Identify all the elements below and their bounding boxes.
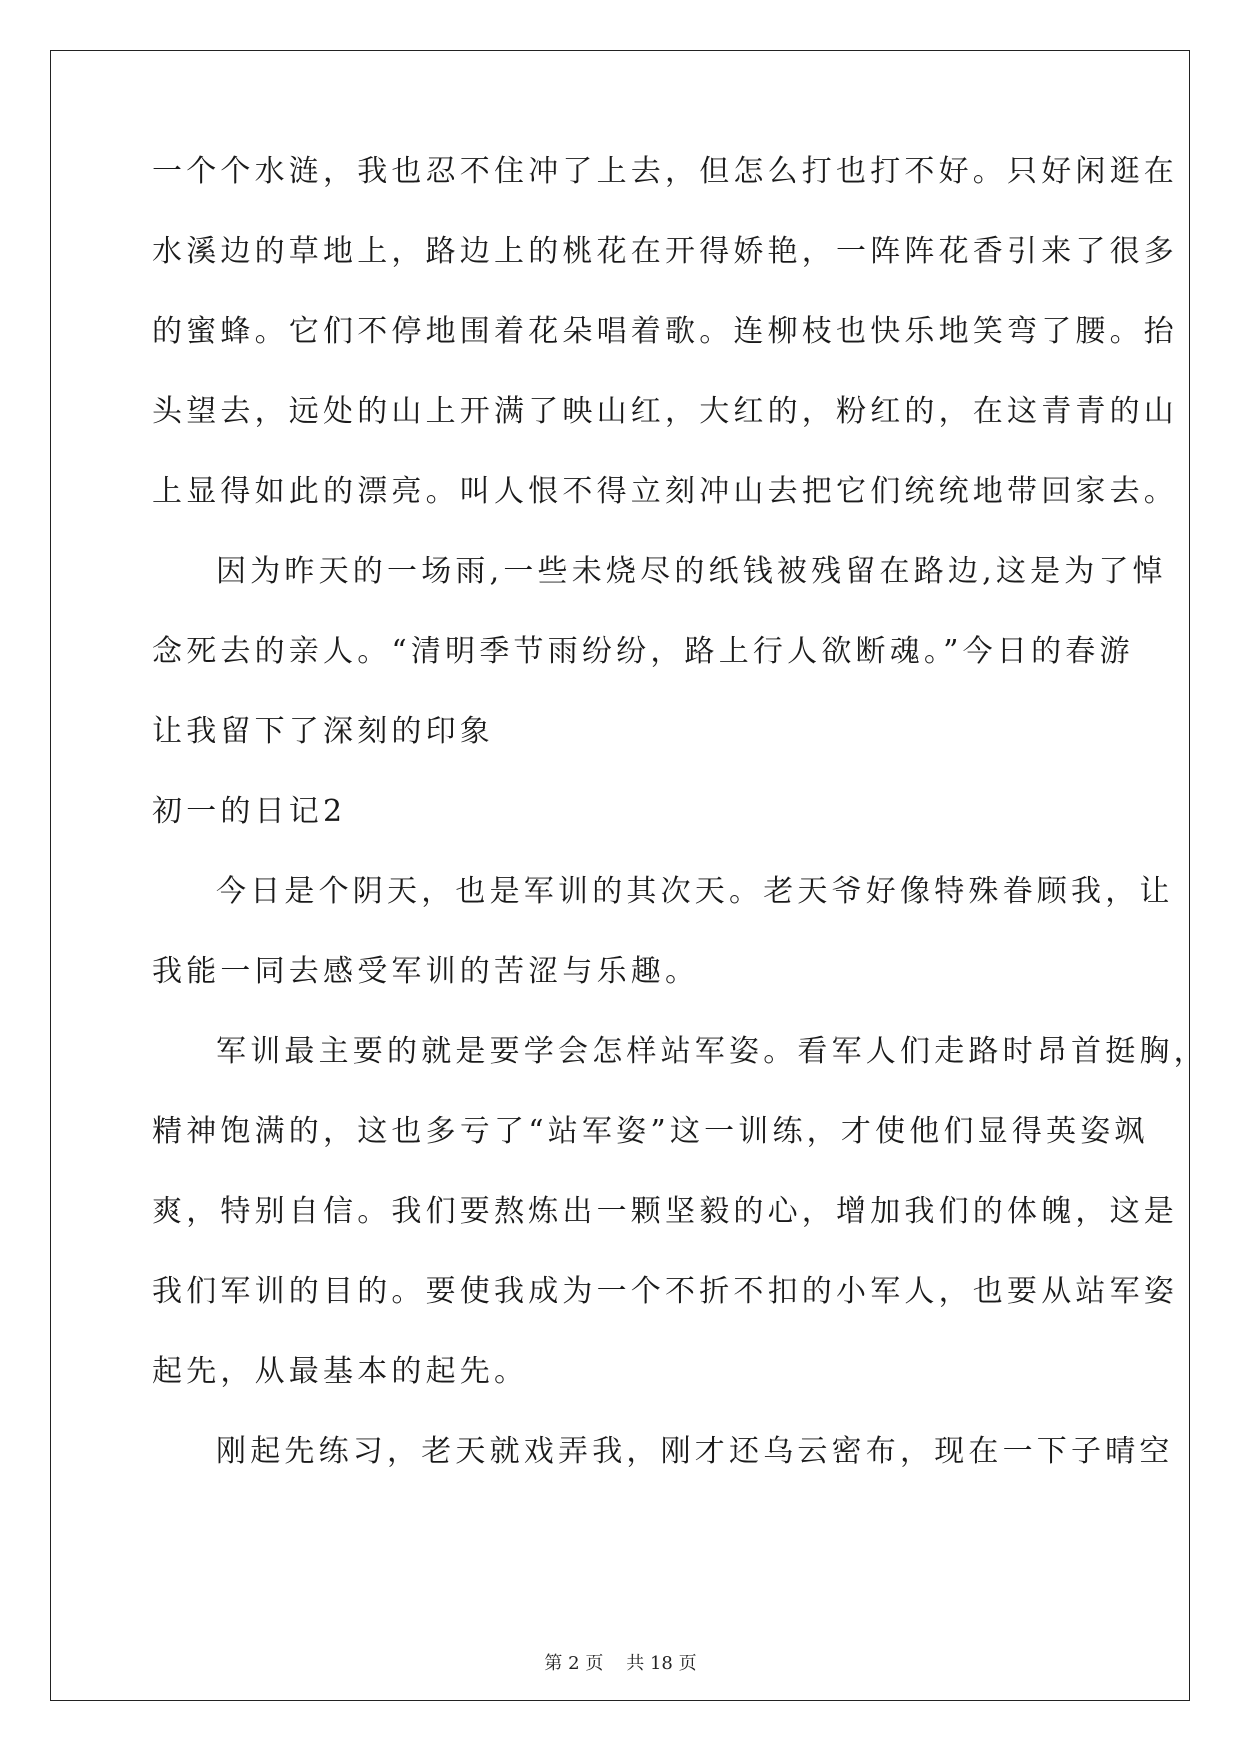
text-line: 让我留下了深刻的印象: [152, 714, 494, 749]
text-line: 水溪边的草地上，路边上的桃花在开得娇艳，一阵阵花香引来了很多: [152, 234, 1178, 269]
text-line: 一个个水涟，我也忍不住冲了上去，但怎么打也打不好。只好闲逛在: [152, 154, 1178, 189]
paragraph-start-line: 刚起先练习，老天就戏弄我，刚才还乌云密布，现在一下子晴空: [216, 1434, 1174, 1469]
page-total: 共 18 页: [626, 1653, 697, 1674]
paragraph-start-line: 今日是个阴天，也是军训的其次天。老天爷好像特殊眷顾我，让: [216, 874, 1174, 909]
page-number: 第 2 页: [544, 1653, 604, 1674]
text-line: 我们军训的目的。要使我成为一个不折不扣的小军人，也要从站军姿: [152, 1274, 1178, 1309]
text-line: 头望去，远处的山上开满了映山红，大红的，粉红的，在这青青的山: [152, 394, 1178, 429]
text-line: 的蜜蜂。它们不停地围着花朵唱着歌。连柳枝也快乐地笑弯了腰。抬: [152, 314, 1178, 349]
text-line: 念死去的亲人。“清明季节雨纷纷，路上行人欲断魂。”今日的春游: [152, 634, 1134, 669]
section-heading: 初一的日记2: [152, 794, 347, 829]
paragraph-start-line: 因为昨天的一场雨,一些未烧尽的纸钱被残留在路边,这是为了悼: [216, 554, 1167, 589]
text-line: 爽，特别自信。我们要熬炼出一颗坚毅的心，增加我们的体魄，这是: [152, 1194, 1178, 1229]
paragraph-start-line: 军训最主要的就是要学会怎样站军姿。看军人们走路时昂首挺胸，: [216, 1034, 1208, 1069]
text-line: 我能一同去感受军训的苦涩与乐趣。: [152, 954, 700, 989]
text-line: 精神饱满的，这也多亏了“站军姿”这一训练，才使他们显得英姿飒: [152, 1114, 1149, 1149]
text-line: 起先，从最基本的起先。: [152, 1354, 529, 1389]
page-footer: [0, 1652, 1241, 1676]
text-line: 上显得如此的漂亮。叫人恨不得立刻冲山去把它们统统地带回家去。: [152, 474, 1178, 509]
